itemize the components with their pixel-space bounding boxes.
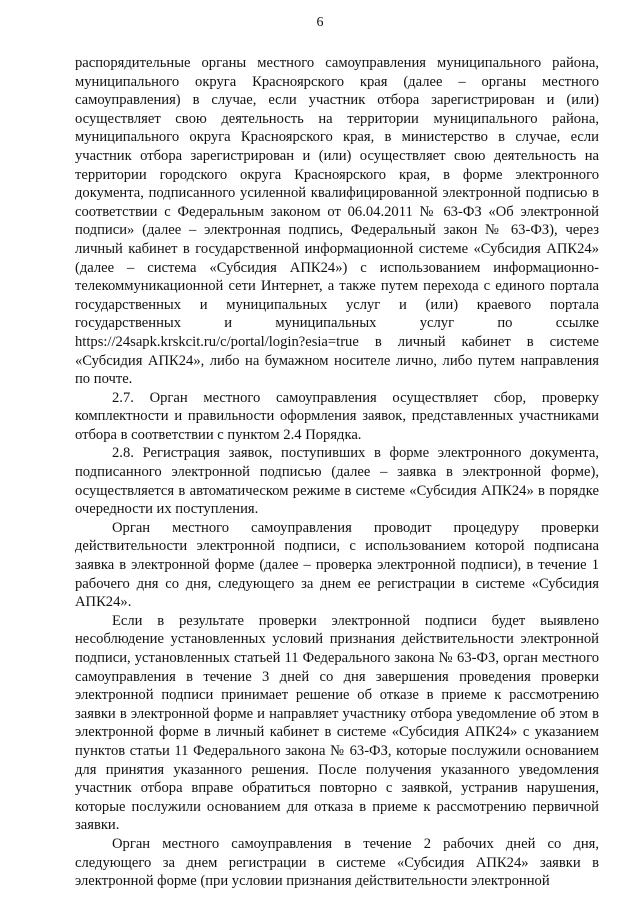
document-body [75, 54, 599, 891]
paragraph-refusal: Если в результате проверки электронной подписи будет выявлено несоблюдение установленных условий признания действительности электронной подписи, установленных статьей 11 Федерального закона № 63-ФЗ, орган местного самоуправления в течение 3 дней со дня завершения проведения проверки электронной подписи принимает решение об отказе в приеме к рассмотрению заявки в электронной форме и направляет участнику отбора уведомление об этом в электронной форме в личный кабинет в системе «Субсидия АПК24» с указанием пунктов статьи 11 Федерального закона № 63-ФЗ, которые послужили основанием для принятия указанного решения. После получения указанного уведомления участник отбора вправе обратиться повторно с заявкой, устранив нарушения, которые послужили основанием для отказа в приеме к рассмотрению первичной заявки. [75, 612, 599, 834]
paragraph-continuation: распорядительные органы местного самоуправления муниципального района, муниципального округа Красноярского края (далее – органы местного самоуправления) в случае, если участник отбора зарегистрирован и (или) осуществляет свою деятельность на территории муниципального района, муниципального округа Красноярского края, в министерство в случае, если участник отбора зарегистрирован и (или) осуществляет свою деятельность на территории городского округа Красноярского края, в форме электронного документа, подписанного усиленной квалифицированной электронной подписью в соответствии с Федеральным законом от 06.04.2011 № 63-ФЗ «Об электронной подписи» (далее – электронная подпись, Федеральный закон № 63-ФЗ), через личный кабинет в государственной информационной системе «Субсидия АПК24» (далее – система «Субсидия АПК24») с использованием информационно-телекоммуникационной сети Интернет, а также путем перехода с единого портала государственных и муниципальных услуг и (или) краевого портала государственных и муниципальных услуг по ссылке https://24sapk.krskcit.ru/c/portal/login?esia=true в личный кабинет в системе «Субсидия АПК24», либо на бумажном носителе лично, либо путем направления по почте. [75, 55, 599, 388]
paragraph-registration: Орган местного самоуправления в течение 2 рабочих дней со дня, следующего за днем регистрации в системе «Субсидия АПК24» заявки в электронной форме (при условии признания действительности электронной [75, 835, 599, 890]
page-number: 6 [316, 15, 324, 30]
paragraph-2-8: 2.8. Регистрация заявок, поступивших в форме электронного документа, подписанного электронной подписью (далее – заявка в электронной форме), осуществляется в автоматическом режиме в системе «Субсидия АПК24» в порядке очередности их поступления. [75, 445, 599, 518]
paragraph-signature-check: Орган местного самоуправления проводит процедуру проверки действительности электронной подписи, с использованием которой подписана заявка в электронной форме (далее – проверка электронной подписи), в течение 1 рабочего дня со дня, следующего за днем ее регистрации в системе «Субсидия АПК24». [75, 519, 599, 611]
paragraph-2-7: 2.7. Орган местного самоуправления осуществляет сбор, проверку комплектности и правильности оформления заявок, представленных участниками отбора в соответствии с пунктом 2.4 Порядка. [75, 389, 599, 443]
